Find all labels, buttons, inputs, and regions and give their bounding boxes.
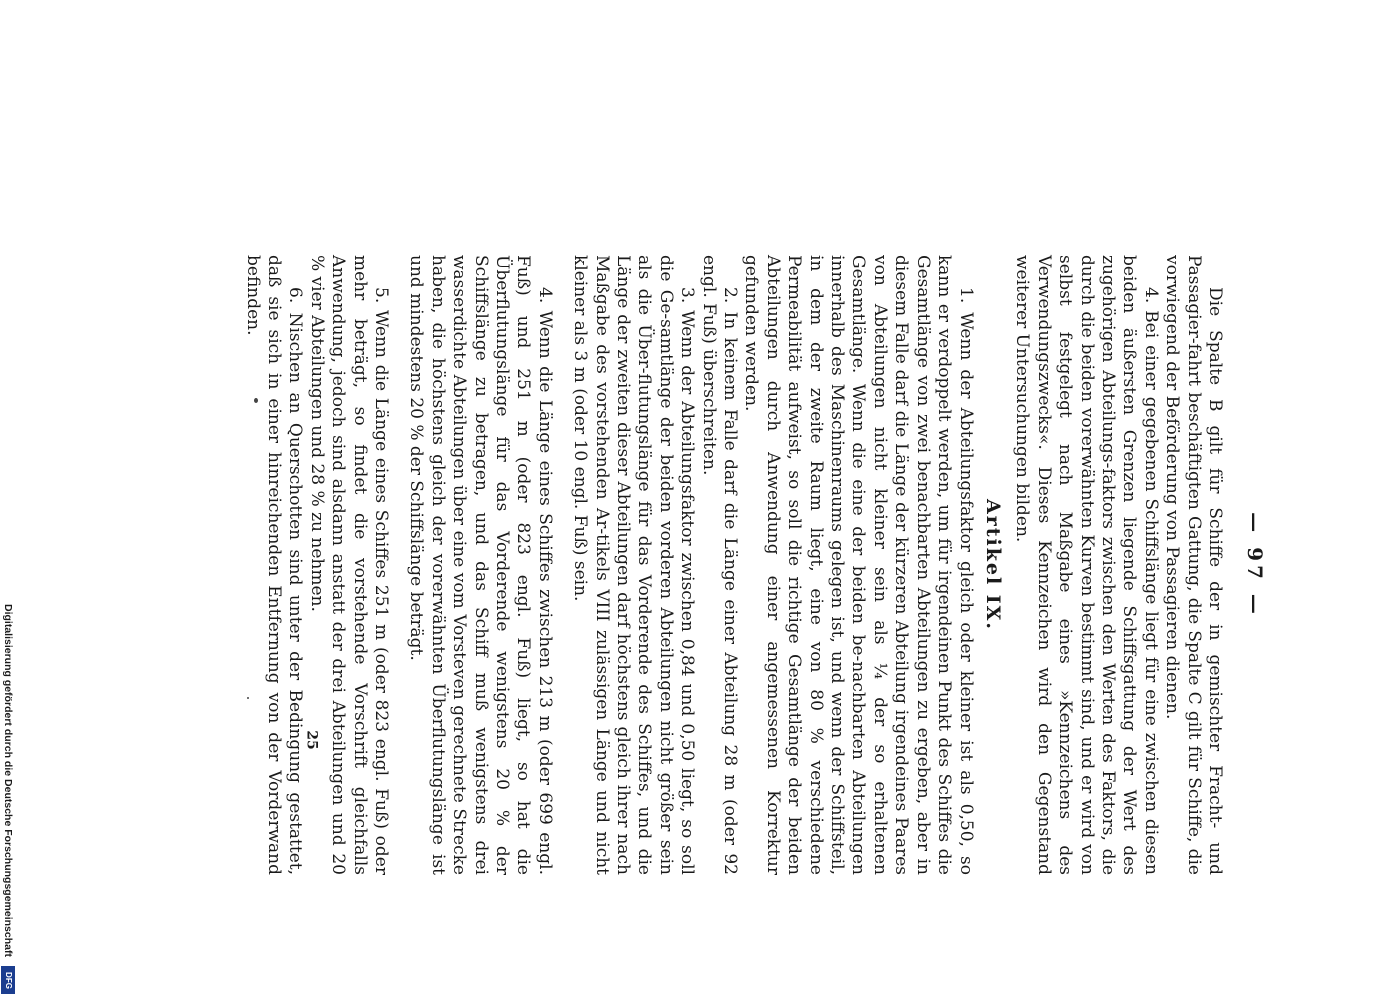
article-heading: Artikel IX. (981, 498, 1004, 632)
dfg-logo-icon (1, 966, 15, 994)
paragraph-art9-1: 1. Wenn der Abteilungsfaktor gleich oder kleiner ist als 0,50, so kann er verdoppelt werden, um für irgendeinen Punkt des Schiffes die Gesamtlänge von zwei benachbarten Abteilungen zu ergeben, aber in diesem Falle darf die Länge der kürzeren Abteilung irgendeines Paares von Abteilungen nicht kleiner sein als ¼ der so erhaltenen Gesamtlänge. Wenn die eine der beiden be-nachbarten Abteilungen innerhalb des Maschinenraums gelegen ist, und wenn der Schiffsteil, in dem der zweite Raum liegt, eine von 80 % verschiedene Permeabilität aufweist, so soll die richtige Gesamtlänge der beiden Abteilungen durch Anwendung einer angemessenen Korrektur gefunden werden. (741, 255, 976, 875)
scan-speck (247, 697, 249, 699)
digitization-credit: Digitalisierung gefördert durch die Deutsche Forschungsgemeinschaft (2, 604, 14, 957)
paragraph-art9-5: 5. Wenn die Länge eines Schiffes 251 m (oder 823 engl. Fuß) oder mehr beträgt, so findet die vorstehende Vorschrift gleichfalls Anwendung, jedoch sind alsdann anstatt der drei Abteilungen und 20 % vier Abteilungen und 28 % zu nehmen. (306, 255, 391, 875)
scan-speck (254, 398, 258, 403)
dfg-logo-text: DFG (3, 971, 13, 989)
signature-mark: 25 (303, 730, 320, 750)
paragraph-4-top: 4. Bei einer gegebenen Schiffslänge liegt für eine zwischen diesen beiden äußersten Grenzen liegende Schiffsgattung der Wert des zugehörigen Abteilungs-faktors zwischen den Werten des Faktors, die durch die beiden vorerwähnten Kurven bestimmt sind, und er wird von selbst festgelegt nach Maßgabe eines »Kennzeichens des Verwendungszwecks«. Dieses Kennzeichen wird den Gegenstand weiterer Untersuchungen bilden. (1012, 255, 1161, 875)
page-text-block (241, 255, 1267, 875)
paragraph-art9-2: 2. In keinem Falle darf die Länge einer Abteilung 28 m (oder 92 engl. Fuß) überschreiten. (698, 255, 741, 875)
paragraph-art9-6: 6. Nischen an Querschotten sind unter der Bedingung gestattet, daß sie sich in einer hinreichenden Entfernung von der Vorderwand befinden. (242, 255, 306, 875)
paragraph-art9-4: 4. Wenn die Länge eines Schiffes zwischen 213 m (oder 699 engl. Fuß) und 251 m (oder 823 engl. Fuß) liegt, so hat die Überflutungslänge für das Vorderende wenigstens 20 % der Schiffslänge zu betragen, und das Schiff muß wenigstens drei wasserdichte Abteilungen über eine vom Vorsteven gerechnete Strecke haben, die höchstens gleich der vorerwähnten Überflutungslänge ist und mindestens 20 % der Schiffslänge beträgt. (406, 255, 555, 875)
paragraph-art9-3: 3. Wenn der Abteilungsfaktor zwischen 0,84 und 0,50 liegt, so soll die Ge-samtlänge der beiden vorderen Abteilungen nicht größer sein als die Über-flutungslänge für das Vorderende des Schiffes, und die Länge der zweiten dieser Abteilungen darf höchstens gleich ihrer nach Maßgabe des vorstehenden Ar-tikels VIII zulässigen Länge und nicht kleiner als 3 m (oder 10 engl. Fuß) sein. (570, 255, 698, 875)
page-number: — 97 — (1243, 512, 1267, 618)
paragraph-spalte: Die Spalte B gilt für Schiffe der in gemischter Fracht- und Passagier-fahrt beschäftigten Gattung, die Spalte C gilt für Schiffe, die vorwiegend der Beförderung von Passagieren dienen. (1162, 255, 1225, 875)
